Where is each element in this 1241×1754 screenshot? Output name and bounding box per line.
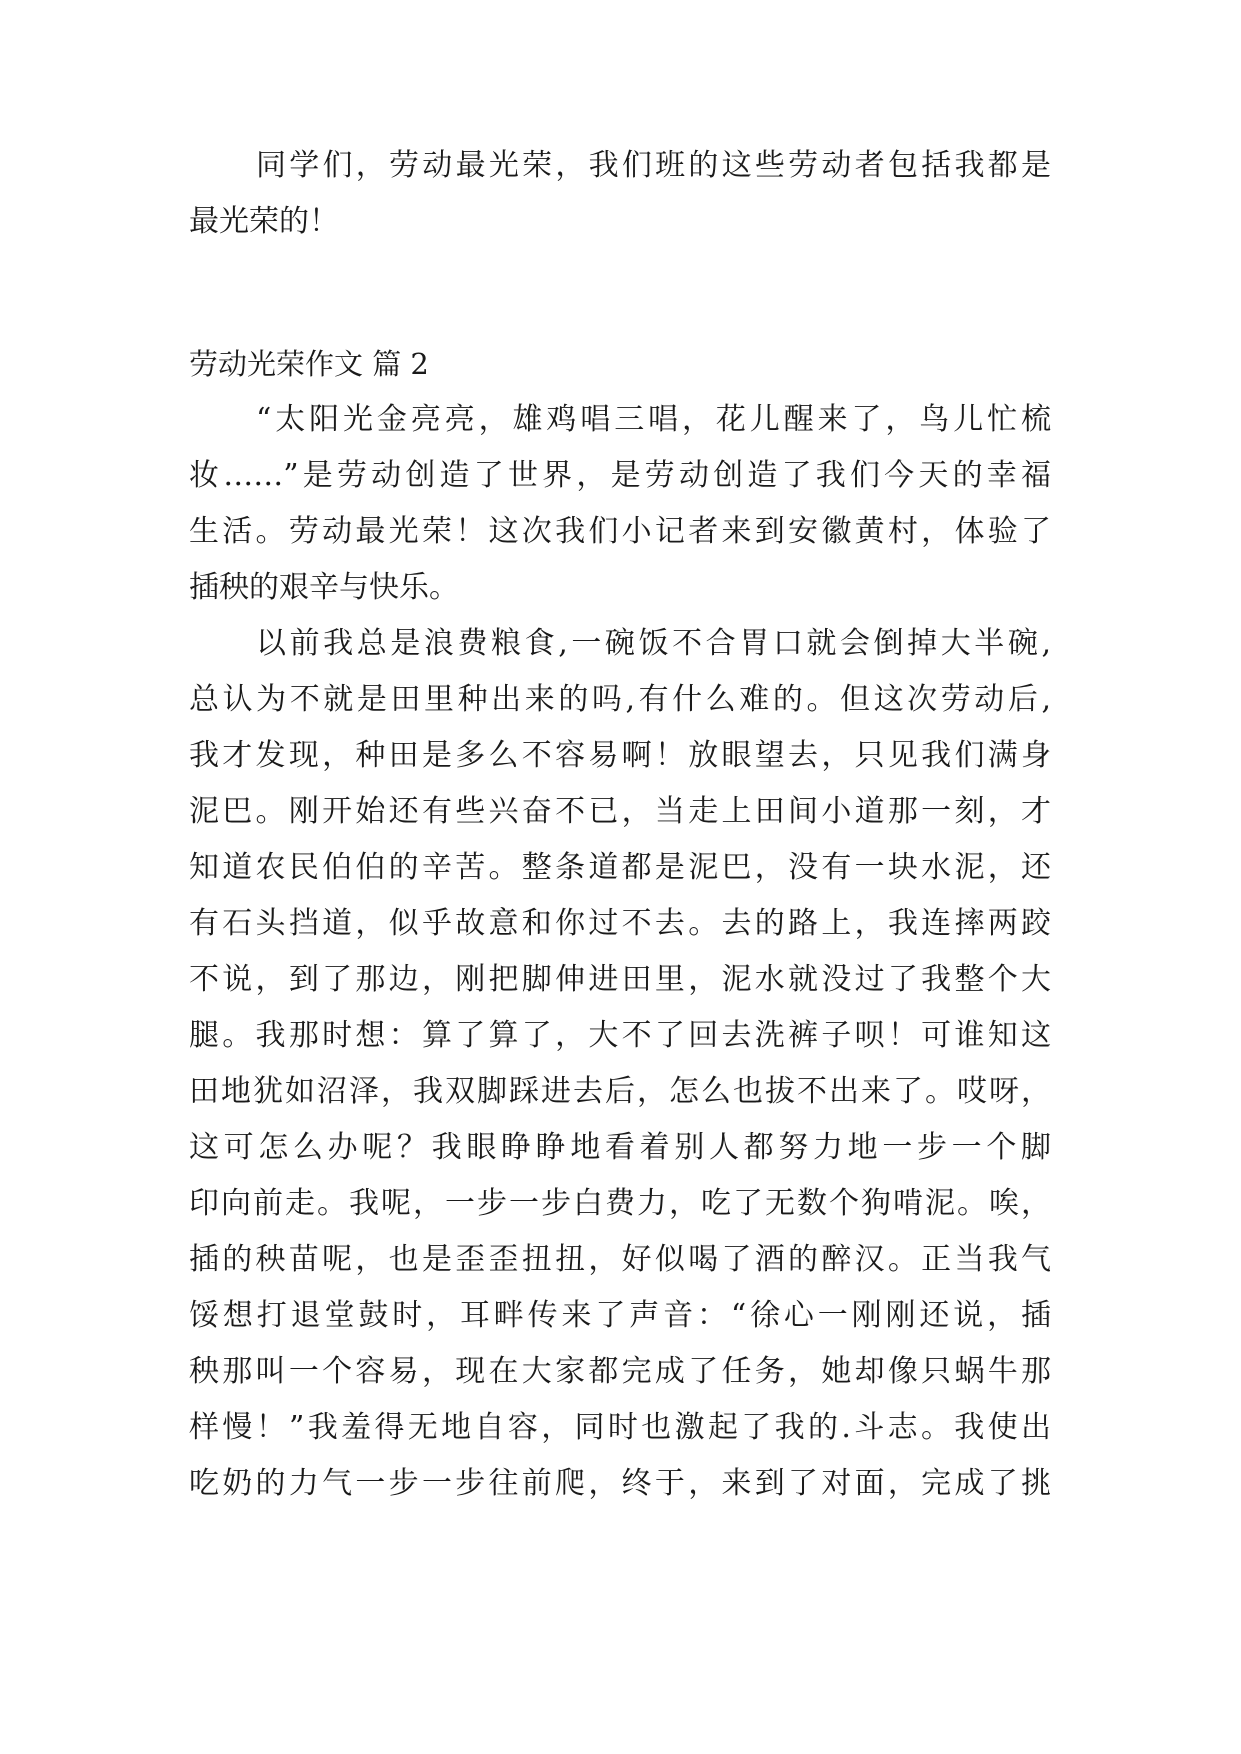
paragraph-3-line-4: 泥巴。刚开始还有些兴奋不已，当走上田间小道那一刻，才 xyxy=(189,794,1051,829)
paragraph-3-line-11: 印向前走。我呢，一步一步白费力，吃了无数个狗啃泥。唉， xyxy=(189,1186,1051,1221)
paragraph-3-line-15: 样慢！”我羞得无地自容，同时也激起了我的.斗志。我使出 xyxy=(189,1410,1051,1445)
paragraph-2-line-2: 妆……”是劳动创造了世界，是劳动创造了我们今天的幸福 xyxy=(189,458,1051,493)
paragraph-2-line-4: 插秧的艰辛与快乐。 xyxy=(189,570,459,605)
paragraph-1-line-1: 同学们，劳动最光荣，我们班的这些劳动者包括我都是 xyxy=(256,148,1051,183)
paragraph-2-line-3: 生活。劳动最光荣！这次我们小记者来到安徽黄村，体验了 xyxy=(189,514,1051,549)
paragraph-3-line-14: 秧那叫一个容易，现在大家都完成了任务，她却像只蜗牛那 xyxy=(189,1354,1051,1389)
paragraph-2-line-1: “太阳光金亮亮，雄鸡唱三唱，花儿醒来了，鸟儿忙梳 xyxy=(256,402,1051,437)
paragraph-3-line-8: 腿。我那时想：算了算了，大不了回去洗裤子呗！可谁知这 xyxy=(189,1018,1051,1053)
paragraph-3-line-13: 馁想打退堂鼓时，耳畔传来了声音：“徐心一刚刚还说，插 xyxy=(189,1298,1051,1333)
paragraph-3-line-6: 有石头挡道，似乎故意和你过不去。去的路上，我连摔两跤 xyxy=(189,906,1051,941)
paragraph-3-line-12: 插的秧苗呢，也是歪歪扭扭，好似喝了酒的醉汉。正当我气 xyxy=(189,1242,1051,1277)
paragraph-3-line-16: 吃奶的力气一步一步往前爬，终于，来到了对面，完成了挑 xyxy=(189,1466,1051,1501)
paragraph-3-line-2: 总认为不就是田里种出来的吗,有什么难的。但这次劳动后, xyxy=(189,682,1051,717)
paragraph-3-line-10: 这可怎么办呢？我眼睁睁地看着别人都努力地一步一个脚 xyxy=(189,1130,1051,1165)
paragraph-3-line-3: 我才发现，种田是多么不容易啊！放眼望去，只见我们满身 xyxy=(189,738,1051,773)
paragraph-3-line-5: 知道农民伯伯的辛苦。整条道都是泥巴，没有一块水泥，还 xyxy=(189,850,1051,885)
paragraph-1-line-2: 最光荣的！ xyxy=(189,204,339,239)
section-heading: 劳动光荣作文 篇 2 xyxy=(189,347,429,381)
paragraph-3-line-7: 不说，到了那边，刚把脚伸进田里，泥水就没过了我整个大 xyxy=(189,962,1051,997)
paragraph-3-line-9: 田地犹如沼泽，我双脚踩进去后，怎么也拔不出来了。哎呀， xyxy=(189,1074,1051,1109)
paragraph-3-line-1: 以前我总是浪费粮食,一碗饭不合胃口就会倒掉大半碗, xyxy=(256,626,1051,661)
